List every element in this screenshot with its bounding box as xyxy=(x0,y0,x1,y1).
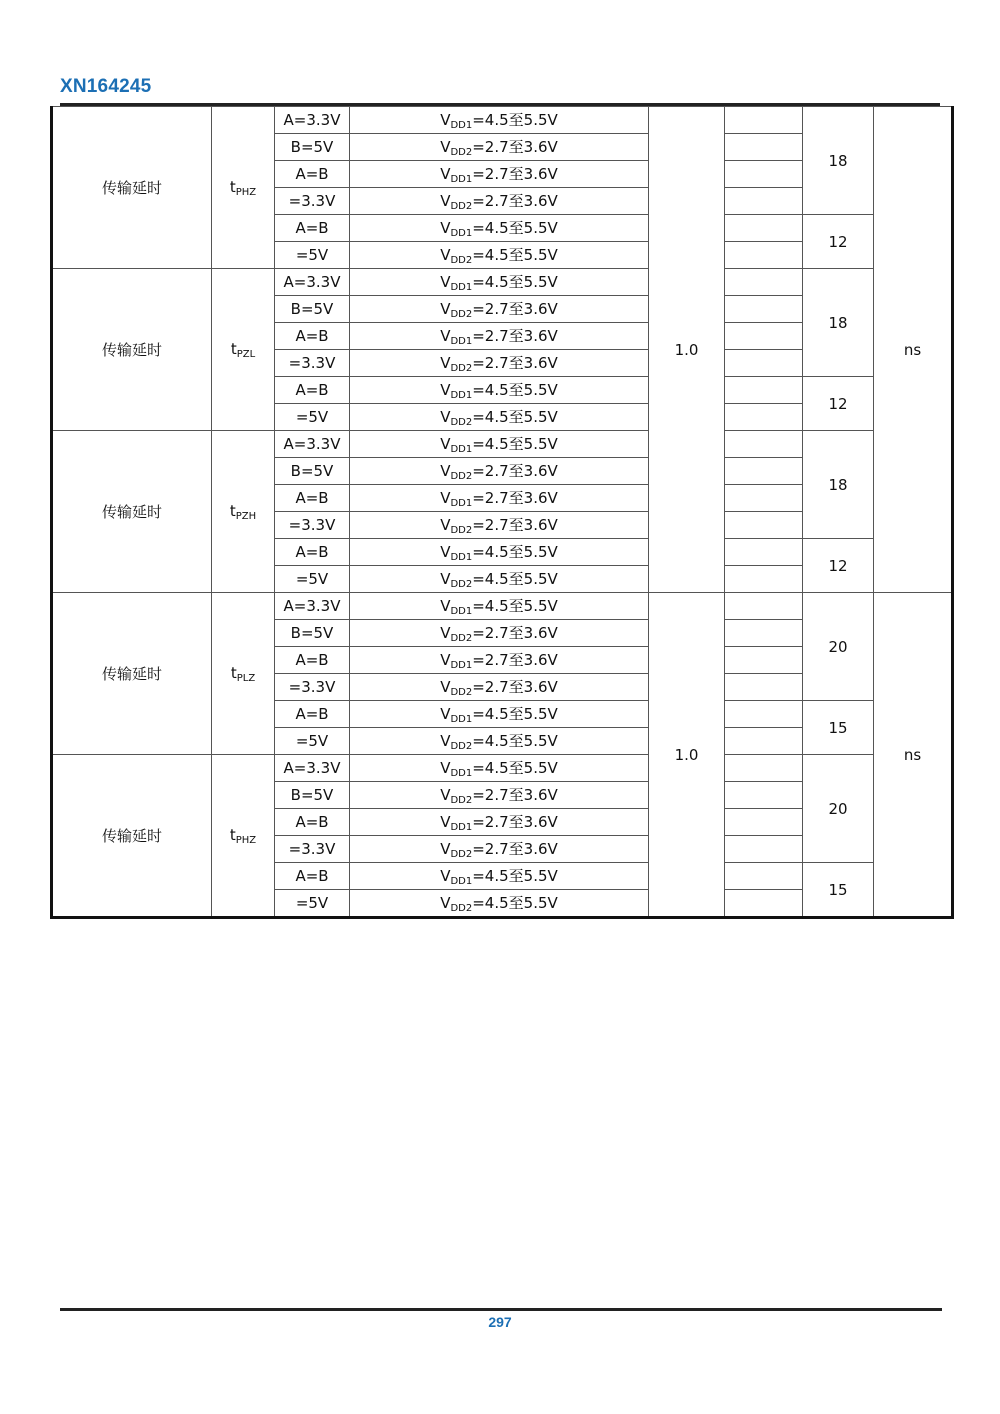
symbol-subscript: PHZ xyxy=(235,834,257,846)
voltage-range: =4.5至5.5V xyxy=(472,273,558,291)
supply-voltage-cell xyxy=(350,539,649,566)
symbol-main: t xyxy=(229,501,236,520)
condition-cell: =3.3V xyxy=(275,350,350,377)
parameter-name-cell: 传输延时 xyxy=(52,431,212,593)
voltage-letter: V xyxy=(440,597,451,615)
voltage-letter: V xyxy=(440,435,451,453)
voltage-range: =4.5至5.5V xyxy=(472,759,558,777)
voltage-range: =4.5至5.5V xyxy=(472,219,558,237)
supply-voltage-cell xyxy=(350,269,649,296)
supply-voltage-cell xyxy=(350,674,649,701)
voltage-range: =4.5至5.5V xyxy=(472,246,558,264)
symbol-main: t xyxy=(229,177,236,196)
supply-voltage-cell xyxy=(350,458,649,485)
voltage-letter: V xyxy=(440,489,451,507)
voltage-subscript: DD2 xyxy=(450,903,473,914)
voltage-range: =4.5至5.5V xyxy=(472,543,558,561)
supply-voltage-cell xyxy=(350,593,649,620)
voltage-range: =4.5至5.5V xyxy=(472,894,558,912)
max-value-cell: 20 xyxy=(803,593,874,701)
max-value-cell: 18 xyxy=(803,107,874,215)
voltage-subscript: DD2 xyxy=(450,633,473,644)
voltage-range: =2.7至3.6V xyxy=(472,651,558,669)
voltage-range: =2.7至3.6V xyxy=(472,516,558,534)
voltage-letter: V xyxy=(440,624,451,642)
voltage-subscript: DD2 xyxy=(450,849,473,860)
max-value-cell: 18 xyxy=(803,269,874,377)
symbol-cell xyxy=(212,755,275,918)
max-value-cell: 12 xyxy=(803,377,874,431)
symbol-subscript: PHZ xyxy=(235,186,257,198)
voltage-range: =4.5至5.5V xyxy=(472,732,558,750)
max-value-cell: 20 xyxy=(803,755,874,863)
condition-cell: A=B xyxy=(275,323,350,350)
typ-value-cell xyxy=(725,485,803,512)
page-number: 297 xyxy=(488,1314,512,1330)
supply-voltage-cell xyxy=(350,323,649,350)
voltage-subscript: DD1 xyxy=(450,390,473,401)
voltage-letter: V xyxy=(440,759,451,777)
condition-cell: A=3.3V xyxy=(275,755,350,782)
voltage-letter: V xyxy=(440,408,451,426)
max-value-cell: 18 xyxy=(803,431,874,539)
typ-value-cell xyxy=(725,350,803,377)
symbol-cell xyxy=(212,593,275,755)
condition-cell: B=5V xyxy=(275,296,350,323)
condition-cell: =3.3V xyxy=(275,674,350,701)
condition-cell: =5V xyxy=(275,728,350,755)
condition-cell: =3.3V xyxy=(275,188,350,215)
voltage-letter: V xyxy=(440,165,451,183)
supply-voltage-cell xyxy=(350,350,649,377)
voltage-range: =2.7至3.6V xyxy=(472,624,558,642)
voltage-subscript: DD1 xyxy=(450,174,473,185)
voltage-letter: V xyxy=(440,354,451,372)
typ-value-cell xyxy=(725,647,803,674)
parameter-name-cell: 传输延时 xyxy=(52,593,212,755)
supply-voltage-cell xyxy=(350,809,649,836)
voltage-range: =2.7至3.6V xyxy=(472,786,558,804)
condition-cell: A=B xyxy=(275,539,350,566)
voltage-subscript: DD2 xyxy=(450,687,473,698)
typ-value-cell xyxy=(725,458,803,485)
voltage-letter: V xyxy=(440,462,451,480)
supply-voltage-cell xyxy=(350,701,649,728)
typ-value-cell xyxy=(725,512,803,539)
condition-cell: B=5V xyxy=(275,458,350,485)
voltage-range: =2.7至3.6V xyxy=(472,327,558,345)
voltage-letter: V xyxy=(440,219,451,237)
voltage-subscript: DD1 xyxy=(450,822,473,833)
parameter-name-cell: 传输延时 xyxy=(52,107,212,269)
condition-cell: A=B xyxy=(275,161,350,188)
parameter-name-cell: 传输延时 xyxy=(52,755,212,918)
voltage-letter: V xyxy=(440,732,451,750)
voltage-range: =2.7至3.6V xyxy=(472,354,558,372)
supply-voltage-cell xyxy=(350,485,649,512)
supply-voltage-cell xyxy=(350,134,649,161)
voltage-subscript: DD1 xyxy=(450,336,473,347)
voltage-range: =2.7至3.6V xyxy=(472,192,558,210)
voltage-letter: V xyxy=(440,786,451,804)
voltage-range: =2.7至3.6V xyxy=(472,489,558,507)
typ-value-cell xyxy=(725,593,803,620)
voltage-range: =4.5至5.5V xyxy=(472,408,558,426)
table-row xyxy=(52,269,953,296)
typ-value-cell xyxy=(725,431,803,458)
supply-voltage-cell xyxy=(350,728,649,755)
symbol-main: t xyxy=(230,663,237,682)
voltage-letter: V xyxy=(440,840,451,858)
voltage-subscript: DD2 xyxy=(450,417,473,428)
symbol-subscript: PLZ xyxy=(236,672,256,684)
condition-cell: A=B xyxy=(275,485,350,512)
voltage-subscript: DD1 xyxy=(450,120,473,131)
unit-cell: ns xyxy=(874,107,953,593)
typ-value-cell xyxy=(725,728,803,755)
condition-cell: B=5V xyxy=(275,620,350,647)
voltage-range: =2.7至3.6V xyxy=(472,165,558,183)
voltage-letter: V xyxy=(440,138,451,156)
voltage-range: =2.7至3.6V xyxy=(472,840,558,858)
typ-value-cell xyxy=(725,620,803,647)
min-value-cell: 1.0 xyxy=(649,107,725,593)
typ-value-cell xyxy=(725,782,803,809)
condition-cell: A=3.3V xyxy=(275,593,350,620)
supply-voltage-cell xyxy=(350,188,649,215)
symbol-cell xyxy=(212,269,275,431)
voltage-subscript: DD2 xyxy=(450,309,473,320)
condition-cell: A=B xyxy=(275,701,350,728)
voltage-range: =4.5至5.5V xyxy=(472,867,558,885)
typ-value-cell xyxy=(725,377,803,404)
voltage-range: =2.7至3.6V xyxy=(472,678,558,696)
voltage-subscript: DD1 xyxy=(450,660,473,671)
voltage-letter: V xyxy=(440,705,451,723)
voltage-letter: V xyxy=(440,651,451,669)
timing-spec-table xyxy=(50,106,954,919)
symbol-main: t xyxy=(229,825,236,844)
voltage-letter: V xyxy=(440,273,451,291)
voltage-range: =2.7至3.6V xyxy=(472,300,558,318)
supply-voltage-cell xyxy=(350,782,649,809)
typ-value-cell xyxy=(725,674,803,701)
voltage-subscript: DD1 xyxy=(450,606,473,617)
voltage-letter: V xyxy=(440,570,451,588)
typ-value-cell xyxy=(725,242,803,269)
voltage-letter: V xyxy=(440,894,451,912)
voltage-subscript: DD2 xyxy=(450,579,473,590)
typ-value-cell xyxy=(725,296,803,323)
typ-value-cell xyxy=(725,215,803,242)
table-row xyxy=(52,755,953,782)
voltage-range: =4.5至5.5V xyxy=(472,381,558,399)
voltage-letter: V xyxy=(440,678,451,696)
typ-value-cell xyxy=(725,755,803,782)
voltage-letter: V xyxy=(440,246,451,264)
supply-voltage-cell xyxy=(350,296,649,323)
voltage-letter: V xyxy=(440,543,451,561)
voltage-subscript: DD2 xyxy=(450,147,473,158)
table-row xyxy=(52,593,953,620)
condition-cell: =5V xyxy=(275,242,350,269)
voltage-subscript: DD2 xyxy=(450,741,473,752)
supply-voltage-cell xyxy=(350,755,649,782)
typ-value-cell xyxy=(725,134,803,161)
symbol-main: t xyxy=(230,339,237,358)
max-value-cell: 15 xyxy=(803,701,874,755)
supply-voltage-cell xyxy=(350,107,649,134)
symbol-cell xyxy=(212,107,275,269)
supply-voltage-cell xyxy=(350,836,649,863)
condition-cell: =5V xyxy=(275,890,350,918)
voltage-subscript: DD1 xyxy=(450,552,473,563)
voltage-subscript: DD1 xyxy=(450,282,473,293)
voltage-subscript: DD2 xyxy=(450,201,473,212)
typ-value-cell xyxy=(725,107,803,134)
symbol-subscript: PZL xyxy=(236,348,256,360)
condition-cell: A=B xyxy=(275,863,350,890)
voltage-letter: V xyxy=(440,516,451,534)
condition-cell: A=3.3V xyxy=(275,107,350,134)
supply-voltage-cell xyxy=(350,377,649,404)
parameter-name-cell: 传输延时 xyxy=(52,269,212,431)
footer-divider xyxy=(60,1308,942,1311)
condition-cell: =5V xyxy=(275,404,350,431)
voltage-subscript: DD1 xyxy=(450,444,473,455)
min-value-cell: 1.0 xyxy=(649,593,725,918)
voltage-range: =4.5至5.5V xyxy=(472,705,558,723)
voltage-letter: V xyxy=(440,111,451,129)
supply-voltage-cell xyxy=(350,161,649,188)
max-value-cell: 12 xyxy=(803,215,874,269)
table-row xyxy=(52,431,953,458)
supply-voltage-cell xyxy=(350,863,649,890)
typ-value-cell xyxy=(725,836,803,863)
typ-value-cell xyxy=(725,863,803,890)
typ-value-cell xyxy=(725,269,803,296)
max-value-cell: 12 xyxy=(803,539,874,593)
typ-value-cell xyxy=(725,539,803,566)
document-title: XN164245 xyxy=(60,76,152,97)
voltage-range: =4.5至5.5V xyxy=(472,435,558,453)
condition-cell: B=5V xyxy=(275,782,350,809)
symbol-subscript: PZH xyxy=(235,510,257,522)
typ-value-cell xyxy=(725,701,803,728)
voltage-subscript: DD2 xyxy=(450,363,473,374)
supply-voltage-cell xyxy=(350,620,649,647)
typ-value-cell xyxy=(725,161,803,188)
typ-value-cell xyxy=(725,890,803,918)
condition-cell: =3.3V xyxy=(275,512,350,539)
typ-value-cell xyxy=(725,188,803,215)
voltage-letter: V xyxy=(440,192,451,210)
voltage-subscript: DD2 xyxy=(450,525,473,536)
typ-value-cell xyxy=(725,404,803,431)
voltage-range: =4.5至5.5V xyxy=(472,597,558,615)
voltage-letter: V xyxy=(440,300,451,318)
voltage-subscript: DD1 xyxy=(450,228,473,239)
supply-voltage-cell xyxy=(350,242,649,269)
condition-cell: A=B xyxy=(275,215,350,242)
table-row xyxy=(52,107,953,134)
voltage-range: =4.5至5.5V xyxy=(472,111,558,129)
supply-voltage-cell xyxy=(350,566,649,593)
voltage-range: =4.5至5.5V xyxy=(472,570,558,588)
condition-cell: A=3.3V xyxy=(275,431,350,458)
supply-voltage-cell xyxy=(350,647,649,674)
condition-cell: A=3.3V xyxy=(275,269,350,296)
supply-voltage-cell xyxy=(350,431,649,458)
typ-value-cell xyxy=(725,566,803,593)
condition-cell: =5V xyxy=(275,566,350,593)
voltage-subscript: DD2 xyxy=(450,471,473,482)
voltage-letter: V xyxy=(440,813,451,831)
condition-cell: =3.3V xyxy=(275,836,350,863)
typ-value-cell xyxy=(725,809,803,836)
voltage-subscript: DD1 xyxy=(450,714,473,725)
unit-cell: ns xyxy=(874,593,953,918)
voltage-subscript: DD1 xyxy=(450,876,473,887)
voltage-subscript: DD1 xyxy=(450,498,473,509)
voltage-subscript: DD2 xyxy=(450,255,473,266)
voltage-subscript: DD2 xyxy=(450,795,473,806)
supply-voltage-cell xyxy=(350,215,649,242)
voltage-range: =2.7至3.6V xyxy=(472,813,558,831)
voltage-range: =2.7至3.6V xyxy=(472,138,558,156)
voltage-letter: V xyxy=(440,327,451,345)
condition-cell: A=B xyxy=(275,377,350,404)
voltage-subscript: DD1 xyxy=(450,768,473,779)
condition-cell: B=5V xyxy=(275,134,350,161)
supply-voltage-cell xyxy=(350,890,649,918)
voltage-letter: V xyxy=(440,867,451,885)
symbol-cell xyxy=(212,431,275,593)
max-value-cell: 15 xyxy=(803,863,874,918)
supply-voltage-cell xyxy=(350,404,649,431)
condition-cell: A=B xyxy=(275,647,350,674)
supply-voltage-cell xyxy=(350,512,649,539)
condition-cell: A=B xyxy=(275,809,350,836)
typ-value-cell xyxy=(725,323,803,350)
voltage-range: =2.7至3.6V xyxy=(472,462,558,480)
voltage-letter: V xyxy=(440,381,451,399)
